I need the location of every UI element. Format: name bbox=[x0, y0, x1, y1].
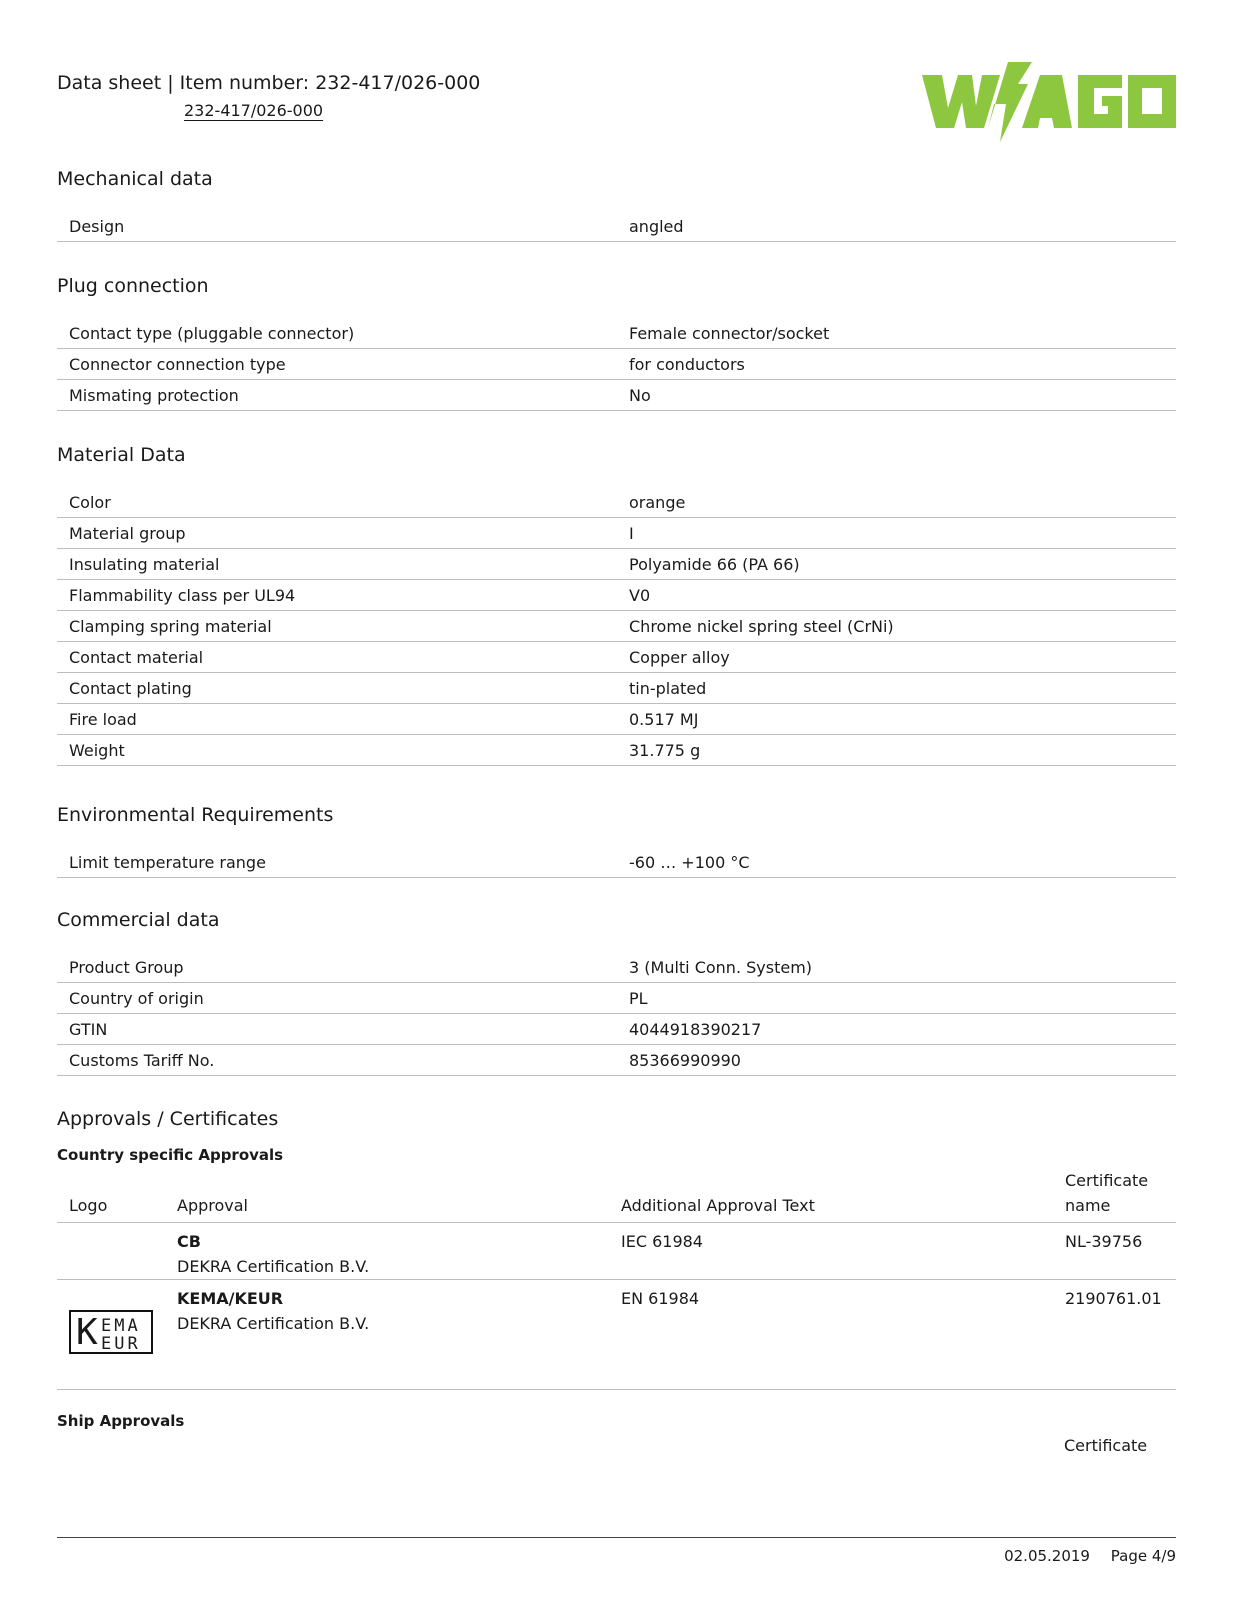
row-value: 4044918390217 bbox=[617, 1014, 1176, 1045]
ship-certificate-header: Certificate bbox=[1064, 1436, 1148, 1455]
approvals-title: Approvals / Certificates bbox=[57, 1108, 279, 1130]
row-key: Material group bbox=[57, 518, 617, 549]
row-key: Connector connection type bbox=[57, 349, 617, 380]
col-logo: Logo bbox=[57, 1168, 165, 1223]
table-row bbox=[57, 580, 1176, 611]
table-row bbox=[57, 380, 1176, 411]
page-footer bbox=[1004, 1547, 1176, 1565]
footer-divider bbox=[57, 1537, 1176, 1538]
col-additional-text: Additional Approval Text bbox=[609, 1168, 1053, 1223]
row-key: Fire load bbox=[57, 704, 617, 735]
row-value: -60 … +100 °C bbox=[617, 847, 1176, 878]
row-key: GTIN bbox=[57, 1014, 617, 1045]
table-row bbox=[57, 349, 1176, 380]
row-key: Contact type (pluggable connector) bbox=[57, 318, 617, 349]
commercial-title: Commercial data bbox=[57, 909, 220, 931]
certificate-name: 2190761.01 bbox=[1053, 1280, 1176, 1390]
footer-page: Page 4/9 bbox=[1110, 1547, 1176, 1565]
document-title: Data sheet | Item number: 232-417/026-000 bbox=[57, 72, 481, 94]
country-approvals-title: Country specific Approvals bbox=[57, 1146, 284, 1164]
row-key: Contact material bbox=[57, 642, 617, 673]
kema-keur-logo bbox=[69, 1310, 153, 1354]
row-key: Color bbox=[57, 487, 617, 518]
row-value: 85366990990 bbox=[617, 1045, 1176, 1076]
approval-logo-cell bbox=[57, 1280, 165, 1390]
table-row bbox=[57, 642, 1176, 673]
certificate-name: NL-39756 bbox=[1053, 1223, 1176, 1280]
mechanical-title: Mechanical data bbox=[57, 168, 213, 190]
row-value: No bbox=[617, 380, 1176, 411]
table-row bbox=[57, 611, 1176, 642]
table-row bbox=[57, 211, 1176, 242]
kema-logo-bottom: EUR bbox=[101, 1334, 141, 1354]
row-value: I bbox=[617, 518, 1176, 549]
row-value: Chrome nickel spring steel (CrNi) bbox=[617, 611, 1176, 642]
commercial-table bbox=[57, 952, 1176, 1076]
material-table bbox=[57, 487, 1176, 766]
table-row bbox=[57, 1280, 1176, 1390]
col-certificate-line1: Certificate bbox=[1065, 1171, 1149, 1190]
row-key: Clamping spring material bbox=[57, 611, 617, 642]
environment-title: Environmental Requirements bbox=[57, 804, 334, 826]
approval-logo-cell bbox=[57, 1223, 165, 1280]
table-row bbox=[57, 318, 1176, 349]
footer-date: 02.05.2019 bbox=[1004, 1547, 1090, 1565]
mechanical-table bbox=[57, 211, 1176, 242]
approval-text: EN 61984 bbox=[609, 1280, 1053, 1390]
row-key: Weight bbox=[57, 735, 617, 766]
table-row bbox=[57, 735, 1176, 766]
row-value: Copper alloy bbox=[617, 642, 1176, 673]
environment-table bbox=[57, 847, 1176, 878]
material-title: Material Data bbox=[57, 444, 186, 466]
row-key: Country of origin bbox=[57, 983, 617, 1014]
row-key: Limit temperature range bbox=[57, 847, 617, 878]
plug-table bbox=[57, 318, 1176, 411]
kema-logo-top: EMA bbox=[101, 1316, 141, 1336]
kema-logo-letter: K bbox=[76, 1312, 98, 1353]
approval-org: DEKRA Certification B.V. bbox=[177, 1314, 370, 1333]
row-key: Mismating protection bbox=[57, 380, 617, 411]
row-value: Female connector/socket bbox=[617, 318, 1176, 349]
approval-text: IEC 61984 bbox=[609, 1223, 1053, 1280]
row-key: Product Group bbox=[57, 952, 617, 983]
wago-logo bbox=[922, 58, 1176, 144]
table-row bbox=[57, 1014, 1176, 1045]
item-number-link[interactable]: 232-417/026-000 bbox=[184, 101, 324, 120]
col-approval: Approval bbox=[165, 1168, 609, 1223]
table-row bbox=[57, 847, 1176, 878]
row-value: Polyamide 66 (PA 66) bbox=[617, 549, 1176, 580]
row-value: PL bbox=[617, 983, 1176, 1014]
ship-approvals-title: Ship Approvals bbox=[57, 1412, 185, 1430]
row-value: 3 (Multi Conn. System) bbox=[617, 952, 1176, 983]
table-row bbox=[57, 704, 1176, 735]
table-row bbox=[57, 1223, 1176, 1280]
table-row bbox=[57, 1045, 1176, 1076]
approvals-table bbox=[57, 1168, 1176, 1390]
row-value: V0 bbox=[617, 580, 1176, 611]
table-row bbox=[57, 983, 1176, 1014]
approval-name: CB bbox=[177, 1232, 201, 1251]
table-row bbox=[57, 952, 1176, 983]
row-value: orange bbox=[617, 487, 1176, 518]
table-row bbox=[57, 518, 1176, 549]
table-row bbox=[57, 549, 1176, 580]
row-key: Flammability class per UL94 bbox=[57, 580, 617, 611]
approval-org: DEKRA Certification B.V. bbox=[177, 1257, 370, 1276]
row-key: Customs Tariff No. bbox=[57, 1045, 617, 1076]
table-row bbox=[57, 673, 1176, 704]
approval-name: KEMA/KEUR bbox=[177, 1289, 284, 1308]
table-header-row bbox=[57, 1168, 1176, 1223]
table-row bbox=[57, 487, 1176, 518]
row-value: tin-plated bbox=[617, 673, 1176, 704]
col-certificate-name bbox=[1053, 1168, 1176, 1223]
approval-cell bbox=[165, 1280, 609, 1390]
row-value: for conductors bbox=[617, 349, 1176, 380]
row-key: Contact plating bbox=[57, 673, 617, 704]
plug-title: Plug connection bbox=[57, 275, 209, 297]
approval-cell bbox=[165, 1223, 609, 1280]
row-value: 0.517 MJ bbox=[617, 704, 1176, 735]
row-value: angled bbox=[617, 211, 1176, 242]
col-certificate-line2: name bbox=[1065, 1196, 1111, 1215]
row-key: Design bbox=[57, 211, 617, 242]
row-value: 31.775 g bbox=[617, 735, 1176, 766]
row-key: Insulating material bbox=[57, 549, 617, 580]
